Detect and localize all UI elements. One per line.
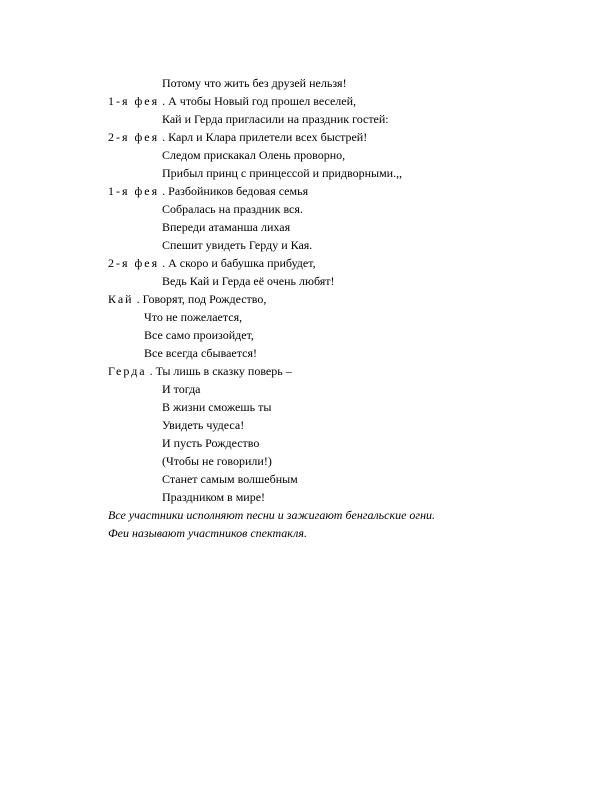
line-text: В жизни сможешь ты (162, 400, 272, 414)
verse-line (144, 326, 254, 344)
verse-line (108, 362, 292, 380)
verse-line (108, 128, 367, 146)
line-text: Праздником в мире! (162, 490, 266, 504)
line-text: . Ты лишь в сказку поверь – (149, 364, 292, 378)
verse-line (162, 398, 271, 416)
speaker-name: 2-я фея (108, 256, 160, 270)
line-text: Все всегда сбывается! (144, 346, 257, 360)
verse-line (162, 488, 265, 506)
line-text: . А чтобы Новый год прошел веселей, (162, 94, 357, 108)
line-text: Собралась на праздник вся. (162, 202, 303, 216)
speaker-name: 1-я фея (108, 184, 160, 198)
line-text: Все само произойдет, (144, 328, 254, 342)
stage-direction-text: Все участники исполняют песни и зажигают бенгальские огни. (108, 508, 436, 522)
verse-line (108, 290, 266, 308)
verse-line (162, 164, 402, 182)
line-text: Потому что жить без друзей нельзя! (162, 76, 347, 90)
verse-line (162, 110, 389, 128)
stage-direction-text: Феи называют участников спектакля. (108, 526, 307, 540)
speaker-name: 1-я фея (108, 94, 160, 108)
line-text: И тогда (162, 382, 201, 396)
verse-line (162, 146, 345, 164)
verse-line (162, 470, 298, 488)
line-text: (Чтобы не говорили!) (162, 454, 272, 468)
verse-line (162, 434, 259, 452)
verse-line (162, 218, 290, 236)
speaker-name: Герда (108, 364, 147, 378)
line-text: Впереди атаманша лихая (162, 220, 291, 234)
stage-direction (108, 524, 307, 542)
line-text: Ведь Кай и Герда её очень любят! (162, 274, 335, 288)
line-text: . Разбойников бедовая семья (162, 184, 309, 198)
verse-line (108, 254, 316, 272)
line-text: Станет самым волшебным (162, 472, 298, 486)
line-text: Спешит увидеть Герду и Кая. (162, 238, 313, 252)
line-text: . Карл и Клара прилетели всех быстрей! (162, 130, 368, 144)
verse-line (144, 344, 257, 362)
verse-line (144, 308, 242, 326)
verse-line (162, 74, 347, 92)
stage-direction (108, 506, 435, 524)
line-text: Увидеть чудеса! (162, 418, 245, 432)
verse-line (162, 380, 201, 398)
verse-line (108, 92, 356, 110)
line-text: . Говорят, под Рождество, (136, 292, 267, 306)
verse-line (162, 236, 312, 254)
verse-line (162, 452, 272, 470)
line-text: Кай и Герда пригласили на праздник гостей: (162, 112, 389, 126)
speaker-name: 2-я фея (108, 130, 160, 144)
line-text: Следом прискакал Олень проворно, (162, 148, 346, 162)
verse-line (162, 416, 244, 434)
speaker-name: Кай (108, 292, 134, 306)
line-text: Прибыл принц с принцессой и придворными.,, (162, 166, 403, 180)
verse-line (162, 272, 335, 290)
line-text: И пусть Рождество (162, 436, 260, 450)
line-text: . А скоро и бабушка прибудет, (162, 256, 316, 270)
verse-line (108, 182, 308, 200)
line-text: Что не пожелается, (144, 310, 243, 324)
verse-line (162, 200, 303, 218)
